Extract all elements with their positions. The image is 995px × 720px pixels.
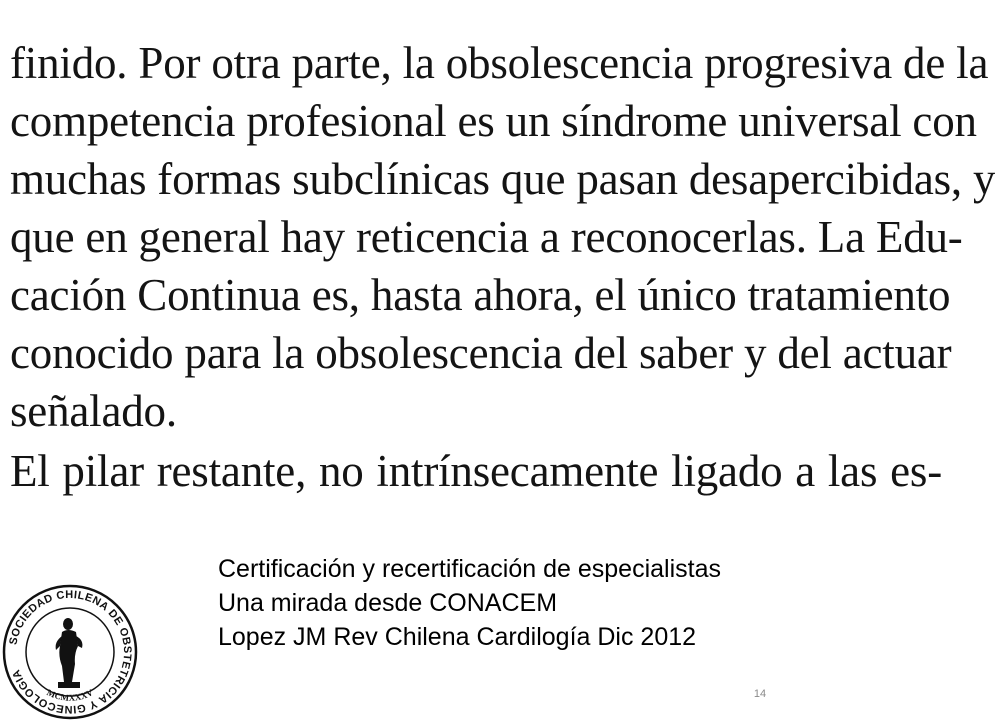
seal-ring-text: SOCIEDAD CHILENA DE OBSTETRICIA Y GINECOLOGIA — [7, 588, 134, 716]
excerpt-line: muchas formas subclínicas que pasan desapercibidas, y — [10, 154, 995, 204]
excerpt-line: conocido para la obsolescencia del saber y del actuar — [10, 328, 952, 378]
reference-caption — [218, 552, 918, 654]
seal-year-text: MCMXXXV — [45, 687, 95, 703]
excerpt-line: competencia profesional es un síndrome universal con — [10, 96, 977, 146]
page-number: 14 — [753, 688, 767, 700]
caption-subtitle: Una mirada desde CONACEM — [218, 589, 558, 617]
caption-citation: Lopez JM Rev Chilena Cardilogía Dic 2012 — [218, 623, 697, 651]
excerpt-line: finido. Por otra parte, la obsolescencia progresiva de la — [10, 38, 989, 88]
excerpt-line-cut-off: El pilar restante, no intrínsecamente ligado a las es- — [10, 446, 942, 496]
caption-title: Certificación y recertificación de especialistas — [218, 555, 721, 583]
excerpt-line: señalado. — [10, 386, 177, 436]
excerpt-line: que en general hay reticencia a reconocerlas. La Edu- — [10, 212, 963, 262]
excerpt-line: cación Continua es, hasta ahora, el único tratamiento — [10, 270, 951, 320]
society-seal-logo — [2, 584, 138, 720]
